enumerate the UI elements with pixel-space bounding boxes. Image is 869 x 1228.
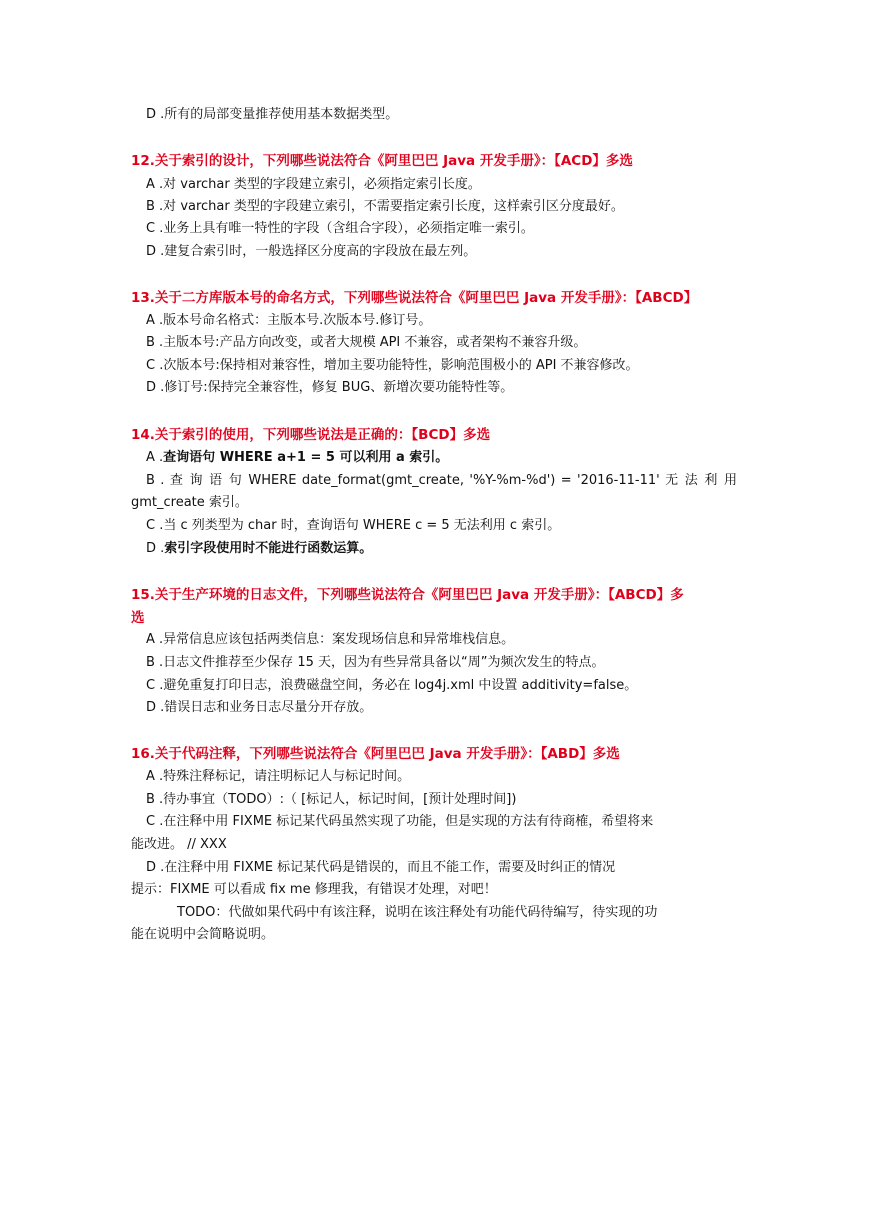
question-14-option-a-prefix: A . — [146, 450, 164, 465]
question-15-title-line2: 选 — [131, 610, 145, 626]
question-12-option-b: B .对 varchar 类型的字段建立索引，不需要指定索引长度，这样索引区分度最好。 — [146, 199, 624, 214]
question-12-option-d: D .建复合索引时，一般选择区分度高的字段放在最左列。 — [146, 244, 477, 259]
question-13-option-a: A .版本号命名格式：主版本号.次版本号.修订号。 — [146, 313, 432, 328]
prev-question-option-d: D .所有的局部变量推荐使用基本数据类型。 — [146, 107, 399, 122]
question-14-option-a — [146, 449, 448, 467]
question-14-option-b-line2: gmt_create 索引。 — [131, 495, 248, 510]
question-16-title: 16.关于代码注释，下列哪些说法符合《阿里巴巴 Java 开发手册》：【ABD】多选 — [131, 746, 620, 762]
question-15-option-a: A .异常信息应该包括两类信息：案发现场信息和异常堆栈信息。 — [146, 632, 515, 647]
question-15-option-d: D .错误日志和业务日志尽量分开存放。 — [146, 700, 373, 715]
question-13-option-d: D .修订号:保持完全兼容性，修复 BUG、新增次要功能特性等。 — [146, 380, 514, 395]
question-16-option-c-line2: 能改进。 // XXX — [131, 837, 227, 852]
question-16-todo-line2: 能在说明中会简略说明。 — [131, 927, 275, 942]
question-16-option-d: D .在注释中用 FIXME 标记某代码是错误的，而且不能工作，需要及时纠正的情况 — [146, 860, 616, 875]
question-13-option-c: C .次版本号:保持相对兼容性，增加主要功能特性，影响范围极小的 API 不兼容修改。 — [146, 358, 639, 373]
question-16-todo-line1: TODO：代做如果代码中有该注释，说明在该注释处有功能代码待编写，待实现的功 — [177, 905, 658, 920]
question-16-option-a: A .特殊注释标记，请注明标记人与标记时间。 — [146, 769, 411, 784]
question-16-hint: 提示：FIXME 可以看成 fix me 修理我，有错误才处理，对吧！ — [131, 882, 497, 897]
question-12-option-c: C .业务上具有唯一特性的字段（含组合字段），必须指定唯一索引。 — [146, 221, 534, 236]
question-16-option-b: B .待办事宜（TODO）:（ [标记人，标记时间，[预计处理时间]) — [146, 792, 517, 807]
question-14-option-c: C .当 c 列类型为 char 时，查询语句 WHERE c = 5 无法利用 c 索引。 — [146, 518, 561, 533]
question-12-option-a: A .对 varchar 类型的字段建立索引，必须指定索引长度。 — [146, 177, 481, 192]
question-13-option-b: B .主版本号:产品方向改变，或者大规模 API 不兼容，或者架构不兼容升级。 — [146, 335, 587, 350]
question-14-option-d — [146, 540, 372, 558]
question-15-option-c: C .避免重复打印日志，浪费磁盘空间，务必在 log4j.xml 中设置 additivity=false。 — [146, 678, 638, 693]
question-14-title: 14.关于索引的使用，下列哪些说法是正确的：【BCD】多选 — [131, 427, 491, 443]
question-14-option-d-text: 索引字段使用时不能进行函数运算。 — [164, 541, 373, 556]
question-14-option-b-line1: B . 查 询 语 句 WHERE date_format(gmt_create, '%Y-%m-%d') = '2016-11-11' 无 法 利 用 — [146, 473, 737, 488]
question-14-option-a-text: 查询语句 WHERE a+1 = 5 可以利用 a 索引。 — [163, 450, 449, 465]
question-12-title: 12.关于索引的设计，下列哪些说法符合《阿里巴巴 Java 开发手册》：【ACD】多选 — [131, 153, 633, 169]
question-15-title-line1: 15.关于生产环境的日志文件，下列哪些说法符合《阿里巴巴 Java 开发手册》：【ABCD】多 — [131, 587, 684, 603]
question-14-option-d-prefix: D . — [146, 541, 165, 556]
question-16-option-c-line1: C .在注释中用 FIXME 标记某代码虽然实现了功能，但是实现的方法有待商榷，希望将来 — [146, 814, 654, 829]
question-15-option-b: B .日志文件推荐至少保存 15 天，因为有些异常具备以“周”为频次发生的特点。 — [146, 655, 605, 670]
question-13-title: 13.关于二方库版本号的命名方式，下列哪些说法符合《阿里巴巴 Java 开发手册》：【ABCD】 — [131, 290, 698, 306]
